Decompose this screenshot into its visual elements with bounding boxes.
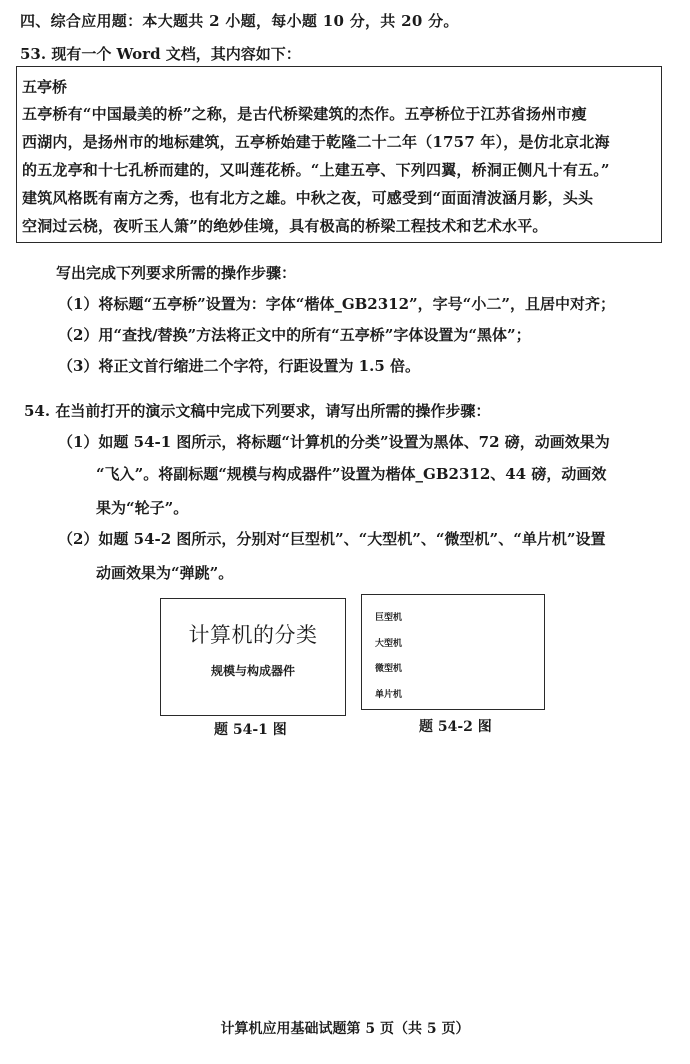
slide-list-item: 单片机 [375,690,403,700]
document-body-line: 五亭桥有“中国最美的桥”之称，是古代桥梁建筑的杰作。五亭桥位于江苏省扬州市瘦 [22,105,587,123]
slide-figure-54-1 [160,598,346,716]
document-body-line: 空洞过云桡，夜听玉人箫”的绝妙佳境，具有极高的桥梁工程技术和艺术水平。 [22,217,548,235]
page-footer: 计算机应用基础试题第 5 页（共 5 页） [220,1021,470,1037]
slide-list-item: 巨型机 [375,613,403,623]
slide-subtitle: 规模与构成器件 [210,664,295,678]
question-53-step-3: （3）将正文首行缩进二个字符，行距设置为 1.5 倍。 [58,357,420,375]
question-54-step-2-line-1: （2）如题 54-2 图所示，分别对“巨型机”、“大型机”、“微型机”、“单片机”设置 [58,530,606,548]
document-body-line: 的五龙亭和十七孔桥而建的，又叫莲花桥。“上建五亭、下列四翼，桥洞正侧凡十有五。” [22,161,610,179]
section-heading: 四、综合应用题：本大题共 2 小题，每小题 10 分，共 20 分。 [20,12,459,30]
slide-figure-54-2 [361,594,545,710]
question-54-intro: 54. 在当前打开的演示文稿中完成下列要求，请写出所需的操作步骤： [24,402,491,420]
slide-title: 计算机的分类 [188,623,318,647]
document-title: 五亭桥 [22,78,68,96]
question-54-step-1-line-2: “飞入”。将副标题“规模与构成器件”设置为楷体_GB2312、44 磅，动画效 [96,465,607,483]
slide-list-item: 大型机 [375,639,403,649]
slide-list-item: 微型机 [375,664,403,674]
question-54-step-1-line-1: （1）如题 54-1 图所示，将标题“计算机的分类”设置为黑体、72 磅，动画效果为 [58,433,610,451]
figure-caption-54-2: 题 54-2 图 [419,719,492,735]
question-54-step-1-line-3: 果为“轮子”。 [96,499,189,517]
question-53-intro: 53. 现有一个 Word 文档，其内容如下： [20,45,301,63]
question-53-step-1: （1）将标题“五亭桥”设置为：字体“楷体_GB2312”，字号“小二”，且居中对齐； [58,295,615,313]
question-54-step-2-line-2: 动画效果为“弹跳”。 [96,564,234,582]
figure-caption-54-1: 题 54-1 图 [214,722,287,738]
question-53-prompt: 写出完成下列要求所需的操作步骤： [56,264,297,282]
question-53-step-2: （2）用“查找/替换”方法将正文中的所有“五亭桥”字体设置为“黑体”； [58,326,531,344]
document-body-line: 西湖内，是扬州市的地标建筑，五亭桥始建于乾隆二十二年（1757 年），是仿北京北海 [22,133,610,151]
document-body-line: 建筑风格既有南方之秀，也有北方之雄。中秋之夜，可感受到“面面清波涵月影，头头 [22,189,594,207]
word-document-content-box [16,66,662,243]
